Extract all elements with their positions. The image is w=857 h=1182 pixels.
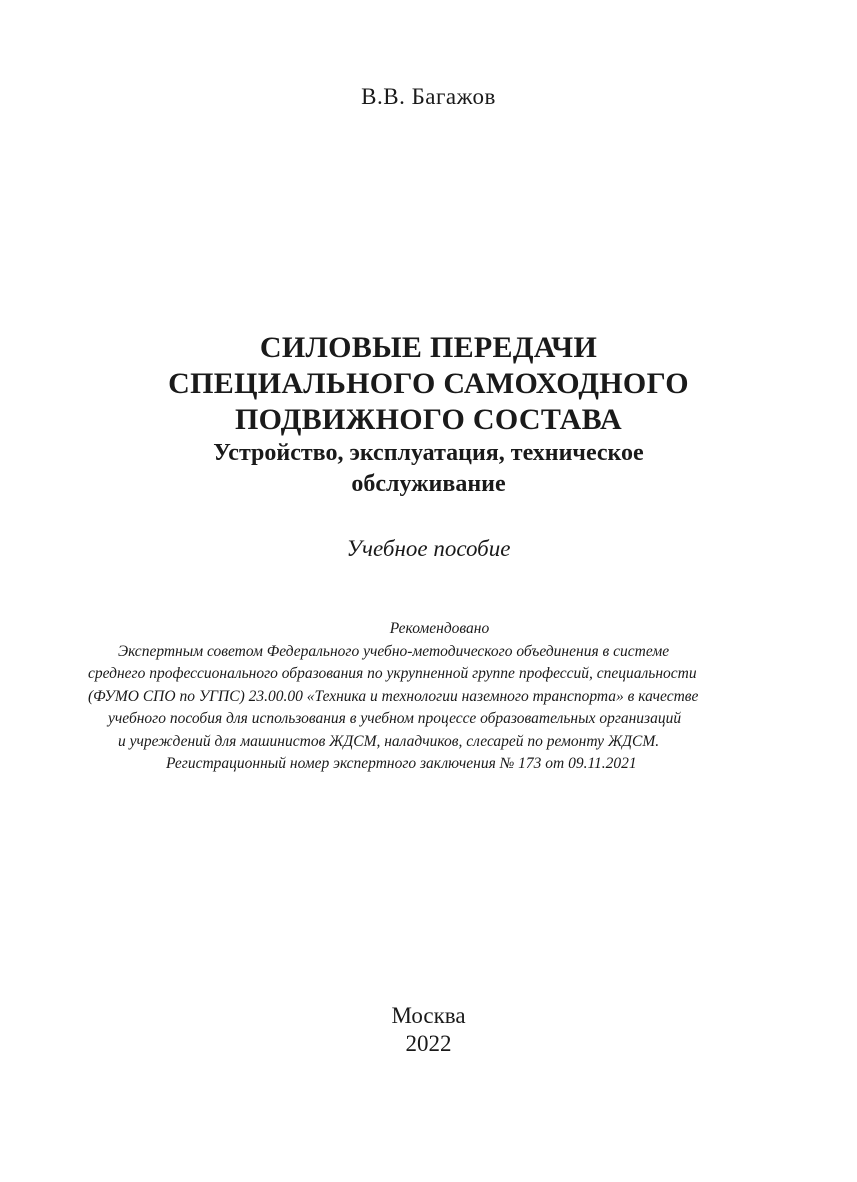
recommendation-heading: Рекомендовано	[389, 620, 490, 637]
recommendation-line-4: учебного пособия для использования в учебном процессе образовательных организаций	[108, 710, 682, 727]
recommendation-line-2: среднего профессионального образования по укрупненной группе профессий, специальности	[88, 665, 697, 682]
recommendation-line-1: Экспертным советом Федерального учебно-методического объединения в системе	[118, 642, 670, 660]
recommendation-line-3: (ФУМО СПО по УГПС) 23.00.00 «Техника и технологии наземного транспорта» в качестве	[88, 687, 699, 705]
recommendation-line-5: и учреждений для машинистов ЖДСМ, наладчиков, слесарей по ремонту ЖДСМ.	[118, 732, 660, 750]
imprint-city: Москва	[391, 1003, 466, 1028]
recommendation-block	[0, 618, 857, 776]
book-title	[0, 330, 857, 500]
author-name: В.В. Багажов	[361, 84, 496, 109]
subtitle-line-1: Устройство, эксплуатация, техническое	[213, 440, 644, 466]
imprint-year: 2022	[405, 1031, 452, 1056]
document-type: Учебное пособие	[346, 536, 511, 561]
title-line-2: СПЕЦИАЛЬНОГО САМОХОДНОГО	[168, 367, 689, 400]
imprint	[0, 1002, 857, 1058]
subtitle-line-2: обслуживание	[351, 471, 506, 497]
title-line-1: СИЛОВЫЕ ПЕРЕДАЧИ	[259, 331, 598, 364]
title-line-3: ПОДВИЖНОГО СОСТАВА	[234, 403, 623, 436]
recommendation-line-6: Регистрационный номер экспертного заключения № 173 от 09.11.2021	[166, 755, 637, 772]
